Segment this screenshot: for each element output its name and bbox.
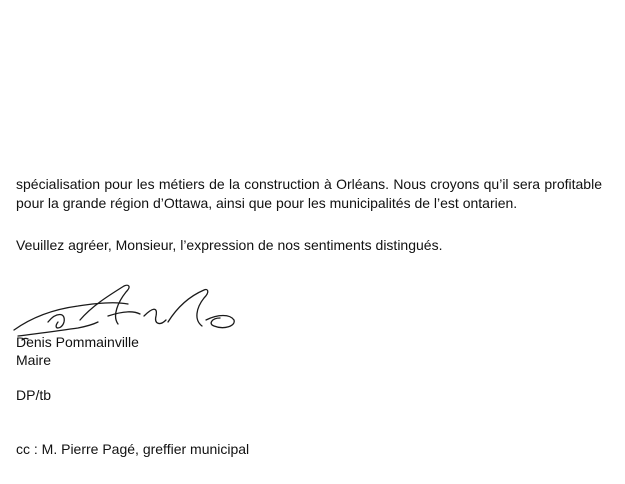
signatory-name: Denis Pommainville <box>16 334 139 350</box>
reference-initials: DP/tb <box>16 387 52 403</box>
salutation-paragraph: Veuillez agréer, Monsieur, l’expression de nos sentiments distingués. <box>16 237 443 253</box>
carbon-copy-line: cc : M. Pierre Pagé, greffier municipal <box>16 441 250 457</box>
signatory-title: Maire <box>16 352 52 368</box>
closing-paragraph: spécialisation pour les métiers de la construction à Orléans. Nous croyons qu’il sera profitable pour la grande région d’Ottawa, ainsi que pour les municipalités de l’est ontarien. <box>16 176 602 211</box>
